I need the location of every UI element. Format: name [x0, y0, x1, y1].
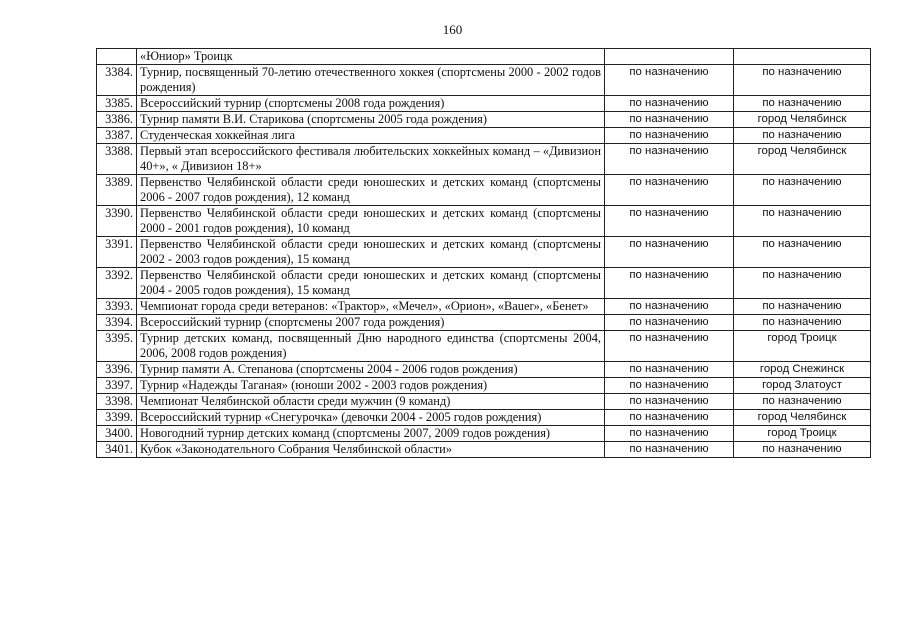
event-location: город Троицк	[734, 331, 871, 362]
event-location: по назначению	[734, 299, 871, 315]
table-row	[97, 331, 871, 362]
event-name: Всероссийский турнир (спортсмены 2007 года рождения)	[137, 315, 605, 331]
event-organizer: по назначению	[605, 331, 734, 362]
event-name: «Юниор» Троицк	[137, 49, 605, 65]
event-location: город Златоуст	[734, 378, 871, 394]
table-row	[97, 426, 871, 442]
table-row	[97, 394, 871, 410]
row-number: 3390.	[97, 206, 137, 237]
event-organizer: по назначению	[605, 426, 734, 442]
event-organizer	[605, 49, 734, 65]
table-row	[97, 442, 871, 458]
page-number: 160	[442, 22, 463, 37]
event-organizer: по назначению	[605, 362, 734, 378]
row-number: 3391.	[97, 237, 137, 268]
event-name: Студенческая хоккейная лига	[137, 128, 605, 144]
table-row	[97, 112, 871, 128]
events-table	[96, 48, 871, 458]
row-number: 3393.	[97, 299, 137, 315]
event-name: Чемпионат города среди ветеранов: «Трактор», «Мечел», «Орион», «Bauer», «Бенет»	[137, 299, 605, 315]
event-organizer: по назначению	[605, 128, 734, 144]
event-location: по назначению	[734, 442, 871, 458]
event-name: Чемпионат Челябинской области среди мужчин (9 команд)	[137, 394, 605, 410]
event-location: по назначению	[734, 237, 871, 268]
table-row	[97, 410, 871, 426]
table-row	[97, 175, 871, 206]
event-organizer: по назначению	[605, 237, 734, 268]
table-row	[97, 378, 871, 394]
event-organizer: по назначению	[605, 175, 734, 206]
row-number: 3396.	[97, 362, 137, 378]
event-location: город Снежинск	[734, 362, 871, 378]
event-name: Всероссийский турнир (спортсмены 2008 года рождения)	[137, 96, 605, 112]
event-organizer: по назначению	[605, 112, 734, 128]
row-number: 3397.	[97, 378, 137, 394]
event-organizer: по назначению	[605, 268, 734, 299]
event-organizer: по назначению	[605, 394, 734, 410]
event-organizer: по назначению	[605, 299, 734, 315]
row-number: 3392.	[97, 268, 137, 299]
table-row	[97, 206, 871, 237]
table-row	[97, 237, 871, 268]
row-number: 3385.	[97, 96, 137, 112]
table-row	[97, 128, 871, 144]
event-location: по назначению	[734, 268, 871, 299]
event-organizer: по назначению	[605, 65, 734, 96]
event-name: Первенство Челябинской области среди юношеских и детских команд (спортсмены 2006 - 2007 годов рождения), 12 команд	[137, 175, 605, 206]
row-number: 3386.	[97, 112, 137, 128]
event-location: по назначению	[734, 206, 871, 237]
table-row	[97, 299, 871, 315]
event-name: Всероссийский турнир «Снегурочка» (девочки 2004 - 2005 годов рождения)	[137, 410, 605, 426]
event-name: Турнир «Надежды Таганая» (юноши 2002 - 2003 годов рождения)	[137, 378, 605, 394]
event-location: по назначению	[734, 394, 871, 410]
event-name: Турнир детских команд, посвященный Дню народного единства (спортсмены 2004, 2006, 2008 годов рождения)	[137, 331, 605, 362]
row-number: 3387.	[97, 128, 137, 144]
row-number: 3395.	[97, 331, 137, 362]
row-number: 3400.	[97, 426, 137, 442]
row-number: 3394.	[97, 315, 137, 331]
event-organizer: по назначению	[605, 144, 734, 175]
event-name: Первенство Челябинской области среди юношеских и детских команд (спортсмены 2000 - 2001 годов рождения), 10 команд	[137, 206, 605, 237]
event-location: город Троицк	[734, 426, 871, 442]
row-number: 3384.	[97, 65, 137, 96]
event-organizer: по назначению	[605, 206, 734, 237]
row-number: 3389.	[97, 175, 137, 206]
table-row	[97, 362, 871, 378]
event-location: по назначению	[734, 315, 871, 331]
event-location: по назначению	[734, 96, 871, 112]
event-name: Новогодний турнир детских команд (спортсмены 2007, 2009 годов рождения)	[137, 426, 605, 442]
table-row	[97, 49, 871, 65]
row-number: 3388.	[97, 144, 137, 175]
table-row	[97, 268, 871, 299]
event-location: по назначению	[734, 128, 871, 144]
table-row	[97, 144, 871, 175]
event-location	[734, 49, 871, 65]
event-location: по назначению	[734, 175, 871, 206]
event-organizer: по назначению	[605, 315, 734, 331]
event-location: город Челябинск	[734, 112, 871, 128]
event-name: Первенство Челябинской области среди юношеских и детских команд (спортсмены 2002 - 2003 годов рождения), 15 команд	[137, 237, 605, 268]
event-location: по назначению	[734, 65, 871, 96]
row-number	[97, 49, 137, 65]
event-organizer: по назначению	[605, 378, 734, 394]
event-name: Кубок «Законодательного Собрания Челябинской области»	[137, 442, 605, 458]
event-organizer: по назначению	[605, 410, 734, 426]
event-name: Турнир, посвященный 70-летию отечественного хоккея (спортсмены 2000 - 2002 годов рождения)	[137, 65, 605, 96]
event-name: Турнир памяти А. Степанова (спортсмены 2004 - 2006 годов рождения)	[137, 362, 605, 378]
event-location: город Челябинск	[734, 410, 871, 426]
event-organizer: по назначению	[605, 442, 734, 458]
row-number: 3398.	[97, 394, 137, 410]
table-row	[97, 96, 871, 112]
event-name: Первенство Челябинской области среди юношеских и детских команд (спортсмены 2004 - 2005 годов рождения), 15 команд	[137, 268, 605, 299]
event-name: Первый этап всероссийского фестиваля любительских хоккейных команд – «Дивизион 40+», « Дивизион 18+»	[137, 144, 605, 175]
event-name: Турнир памяти В.И. Старикова (спортсмены 2005 года рождения)	[137, 112, 605, 128]
row-number: 3399.	[97, 410, 137, 426]
event-organizer: по назначению	[605, 96, 734, 112]
table-row	[97, 315, 871, 331]
table-row	[97, 65, 871, 96]
event-location: город Челябинск	[734, 144, 871, 175]
row-number: 3401.	[97, 442, 137, 458]
